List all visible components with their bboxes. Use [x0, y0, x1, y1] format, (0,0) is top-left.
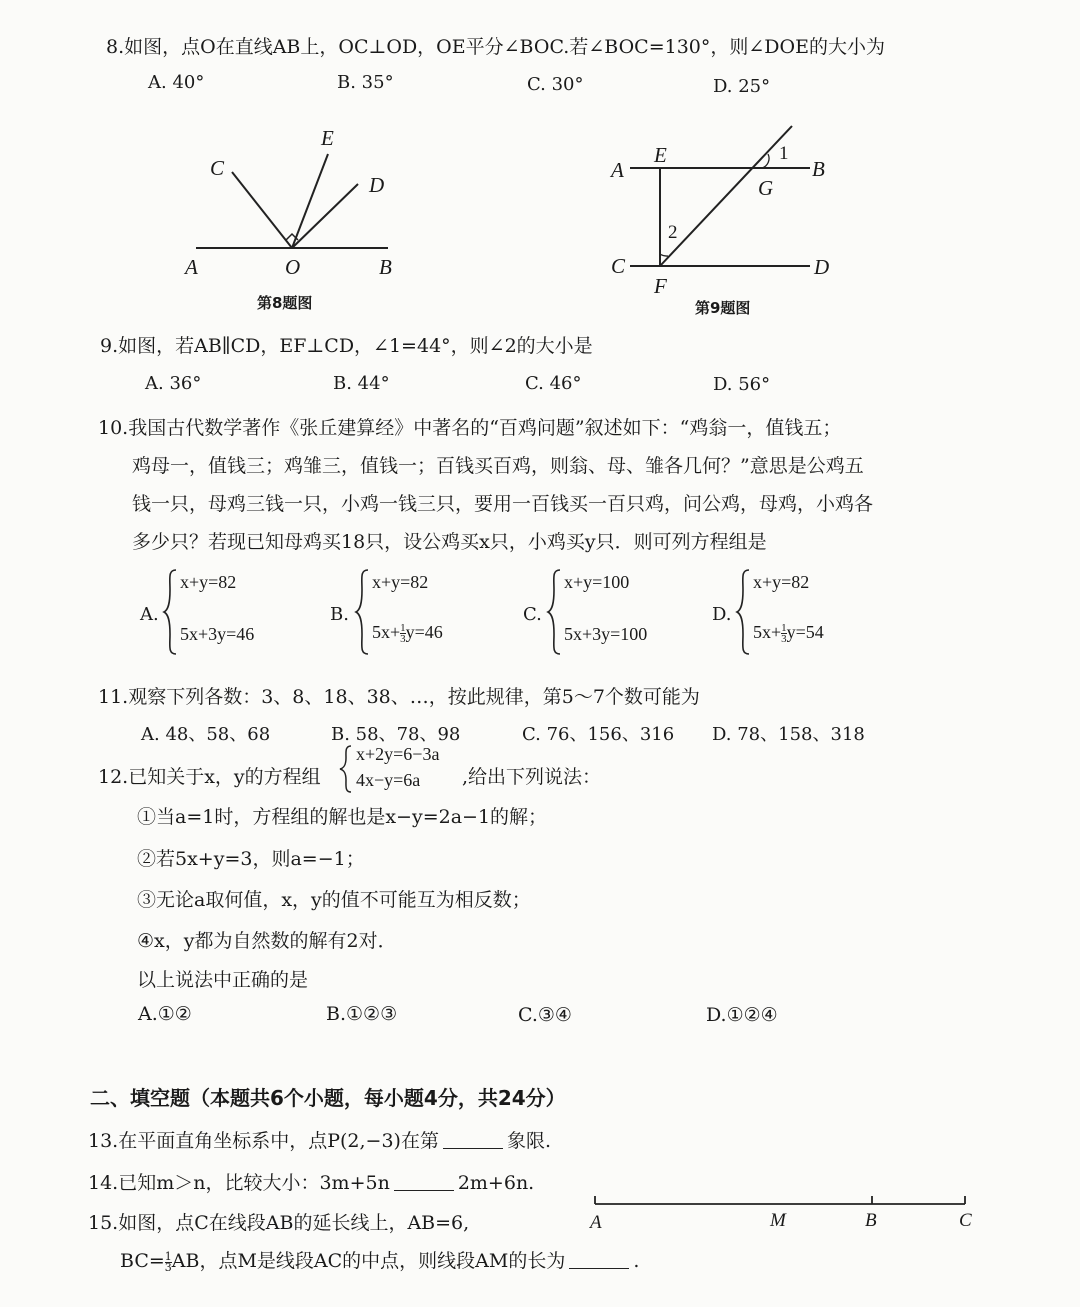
section-2-title: 二、填空题（本题共6个小题，每小题4分，共24分）	[90, 1086, 566, 1110]
q10-option-d-label: D.	[712, 604, 732, 625]
q11-stem: 11.观察下列各数：3、8、18、38、…，按此规律，第5～7个数可能为	[98, 686, 700, 708]
q10-option-b-label: B.	[330, 604, 349, 625]
eq-2: 4x−y=6a	[356, 770, 421, 790]
q15-text-b: AB，点M是线段AC的中点，则线段AM的长为	[171, 1250, 566, 1272]
q15-label-c: C	[959, 1210, 972, 1231]
q14-text-b: 2m+6n.	[457, 1172, 535, 1194]
q10-option-d-system	[735, 568, 875, 656]
eq-2	[372, 622, 443, 644]
q15-text-a: BC=	[120, 1250, 165, 1272]
q9-label-a: A	[611, 158, 624, 182]
q14-text-a: 14.已知m＞n，比较大小：3m+5n	[88, 1172, 390, 1194]
q9-option-a: A. 36°	[145, 373, 202, 394]
eq-2-b: y=54	[786, 622, 824, 642]
q13-text-b: 象限.	[506, 1130, 552, 1152]
q13	[88, 1126, 551, 1153]
eq-1: x+y=100	[564, 572, 630, 592]
brace-icon	[735, 568, 751, 656]
q8-option-c: C. 30°	[527, 74, 584, 95]
brace-icon	[354, 568, 370, 656]
eq-2-a: 5x+	[372, 622, 401, 642]
fraction: $\frac{1}{3}$	[400, 622, 406, 646]
q11-option-b: B. 58、78、98	[331, 724, 461, 745]
q9-label-g: G	[758, 176, 774, 200]
brace-icon	[162, 568, 178, 656]
q9-label-c: C	[611, 254, 626, 278]
q9-label-e: E	[654, 143, 667, 167]
q8-stem: 8.如图，点O在直线AB上，OC⊥OD，OE平分∠BOC.若∠BOC=130°，则∠DOE的大小为	[106, 36, 885, 58]
q12-option-b: B.①②③	[326, 1003, 398, 1025]
ray-oe	[292, 154, 328, 248]
q9-label-2: 2	[668, 222, 678, 243]
q11-option-a: A. 48、58、68	[141, 724, 271, 745]
fraction: $\frac{1}{3}$	[164, 1249, 172, 1274]
q12-stem-b: ,给出下列说法：	[462, 766, 602, 788]
brace-icon	[338, 744, 354, 794]
q8-label-o: O	[285, 255, 301, 279]
q15-label-a: A	[590, 1212, 602, 1233]
q10-option-b-system	[354, 568, 494, 656]
eq-1: x+2y=6−3a	[356, 744, 440, 764]
q13-text-a: 13.在平面直角坐标系中，点P(2,−3)在第	[88, 1130, 439, 1152]
eq-1: x+y=82	[180, 572, 237, 592]
q10-option-c-system	[546, 568, 706, 656]
q15-label-m: M	[770, 1210, 786, 1231]
eq-2-b: y=46	[405, 622, 443, 642]
q10-option-c-label: C.	[523, 604, 542, 625]
q15-text-c: .	[633, 1250, 640, 1272]
q9-stem: 9.如图，若AB∥CD，EF⊥CD，∠1=44°，则∠2的大小是	[100, 335, 593, 357]
q12-statement-3: ③无论a取何值，x，y的值不可能互为相反数；	[137, 889, 531, 911]
q13-answer-blank[interactable]	[443, 1147, 503, 1149]
eq-2	[753, 622, 824, 644]
q8-option-d: D. 25°	[713, 76, 771, 97]
q8-label-a: A	[185, 255, 198, 279]
q8-option-b: B. 35°	[337, 72, 394, 93]
brace-icon	[546, 568, 562, 656]
q12-stem-a: 12.已知关于x，y的方程组	[98, 766, 321, 788]
angle-2-arc	[660, 254, 668, 256]
ray-od	[292, 184, 358, 248]
q8-label-e: E	[321, 126, 334, 150]
q9-label-d: D	[814, 255, 830, 279]
q14	[88, 1168, 534, 1195]
q9-option-c: C. 46°	[525, 373, 582, 394]
q12-option-d: D.①②④	[706, 1004, 778, 1026]
q15-label-b: B	[865, 1210, 877, 1231]
q12-statement-2: ②若5x+y=3，则a=−1；	[137, 848, 365, 870]
eq-1: x+y=82	[372, 572, 429, 592]
q15-line-1: 15.如图，点C在线段AB的延长线上，AB=6,	[88, 1212, 470, 1234]
q12-option-c: C.③④	[518, 1004, 572, 1026]
q8-label-b: B	[379, 255, 392, 279]
q10-line-3: 钱一只，母鸡三钱一只，小鸡一钱三只，要用一百钱买一百只鸡，问公鸡，母鸡，小鸡各	[132, 493, 874, 515]
q11-option-d: D. 78、158、318	[712, 724, 865, 745]
q15-line-2	[120, 1246, 639, 1273]
q12-statement-4: ④x，y都为自然数的解有2对．	[137, 930, 397, 952]
q9-figure	[620, 120, 840, 290]
fraction: $\frac{1}{3}$	[781, 622, 787, 646]
q10-option-a-label: A.	[140, 604, 159, 625]
q9-label-b: B	[812, 157, 825, 181]
q12-option-a: A.①②	[138, 1003, 192, 1025]
q9-figure-caption: 第9题图	[695, 299, 751, 317]
q8-label-d: D	[369, 173, 385, 197]
eq-1: x+y=82	[753, 572, 810, 592]
q9-label-1: 1	[779, 143, 789, 164]
q12-system	[338, 744, 478, 794]
eq-2-a: 5x+	[753, 622, 782, 642]
q10-option-a-system	[162, 568, 302, 656]
q8-figure-caption: 第8题图	[257, 294, 313, 312]
q11-option-c: C. 76、156、316	[522, 724, 675, 745]
q12-statement-1: ①当a=1时，方程组的解也是x−y=2a−1的解；	[137, 806, 548, 828]
q14-answer-blank[interactable]	[394, 1189, 454, 1191]
q10-line-4: 多少只？若现已知母鸡买18只，设公鸡买x只，小鸡买y只．则可列方程组是	[132, 531, 767, 553]
eq-2: 5x+3y=46	[180, 624, 255, 644]
q9-label-f: F	[654, 274, 667, 298]
ray-oc	[232, 172, 292, 248]
q10-line-2: 鸡母一，值钱三；鸡雏三，值钱一；百钱买百鸡，则翁、母、雏各几何？”意思是公鸡五	[132, 455, 864, 477]
q12-prompt: 以上说法中正确的是	[137, 969, 309, 991]
q8-option-a: A. 40°	[148, 72, 205, 93]
q15-answer-blank[interactable]	[569, 1267, 629, 1269]
q10-line-1: 10.我国古代数学著作《张丘建算经》中著名的“百鸡问题”叙述如下：“鸡翁一，值钱五；	[98, 417, 842, 439]
q8-label-c: C	[210, 156, 225, 180]
q9-option-d: D. 56°	[713, 374, 771, 395]
eq-2: 5x+3y=100	[564, 624, 648, 644]
q9-option-b: B. 44°	[333, 373, 390, 394]
